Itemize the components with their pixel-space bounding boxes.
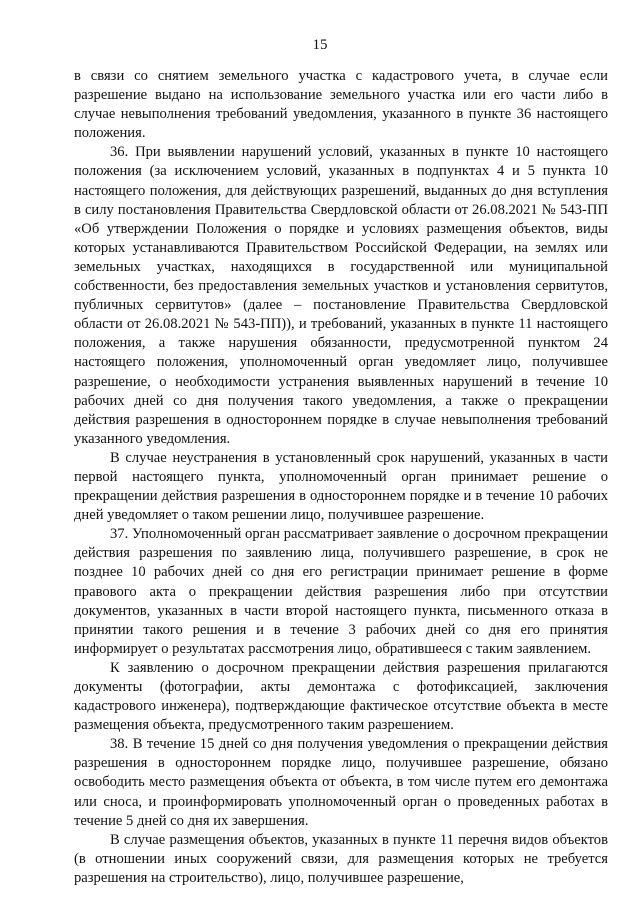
- paragraph-clause-38: 38. В течение 15 дней со дня получения уведомления о прекращении действия разрешения в одностороннем порядке лицо, получившее разрешение, обязано освободить место размещения объекта от объекта, в том числе путем его демонтажа или сноса, и проинформировать уполномоченный орган о проведенных работах в течение 5 дней со дня их завершения.: [74, 736, 608, 829]
- page-number: 15: [312, 37, 328, 53]
- paragraph-continuation: в связи со снятием земельного участка с кадастрового учета, в случае если разрешение выдано на использование земельного участка или его части либо в случае невыполнения требований уведомления, указанного в пункте 36 настоящего положения.: [74, 68, 608, 142]
- paragraph-clause-37-part-2: К заявлению о досрочном прекращении действия разрешения прилагаются документы (фотографии, акты демонтажа с фотофиксацией, заключения кадастрового инженера), подтверждающие фактическое отсутствие объекта в месте размещения объекта, предусмотренного таким разрешением.: [74, 659, 608, 734]
- document-body: [74, 67, 608, 888]
- paragraph-clause-36-part-2: В случае неустранения в установленный срок нарушений, указанных в части первой настоящего пункта, уполномоченный орган принимает решение о прекращении действия разрешения в одностороннем порядке и в течение 10 рабочих дней уведомляет о таком решении лицо, получившее разрешение.: [74, 449, 608, 524]
- paragraph-clause-38-part-2: В случае размещения объектов, указанных в пункте 11 перечня видов объектов (в отношении иных сооружений связи, для размещения которых не требуется разрешения на строительство), лицо, получившее разрешение,: [74, 831, 608, 886]
- paragraph-clause-37: 37. Уполномоченный орган рассматривает заявление о досрочном прекращении действия разрешения по заявлению лица, получившего разрешение, в срок не позднее 10 рабочих дней со дня его регистрации принимает решение в форме правового акта о прекращении действия разрешения либо при отсутствии документов, указанных в части второй настоящего пункта, письменного отказа в принятии такого решения и в течение 3 рабочих дней со дня его принятия информирует о результатах рассмотрения лицо, обратившееся с таким заявлением.: [74, 526, 608, 657]
- paragraph-clause-36: 36. При выявлении нарушений условий, указанных в пункте 10 настоящего положения (за исключением условий, указанных в подпунктах 4 и 5 пункта 10 настоящего положения, для действующих разрешений, выданных до дня вступления в силу постановления Правительства Свердловской области от 26.08.2021 № 543-ПП «Об утверждении Положения о порядке и условиях размещения объектов, виды которых устанавливаются Правительством Российской Федерации, на землях или земельных участках, находящихся в государственной или муниципальной собственности, без предоставления земельных участков и установления сервитутов, публичных сервитутов» (далее – постановление Правительства Свердловской области от 26.08.2021 № 543-ПП)), и требований, указанных в пункте 11 настоящего положения, а также нарушения обязанности, предусмотренной пунктом 24 настоящего положения, уполномоченный орган уведомляет лицо, получившее разрешение, о необходимости устранения выявленных нарушений в течение 10 рабочих дней со дня получения такого уведомления, а также о прекращении действия разрешения в одностороннем порядке в случае невыполнения требований указанного уведомления.: [74, 144, 608, 447]
